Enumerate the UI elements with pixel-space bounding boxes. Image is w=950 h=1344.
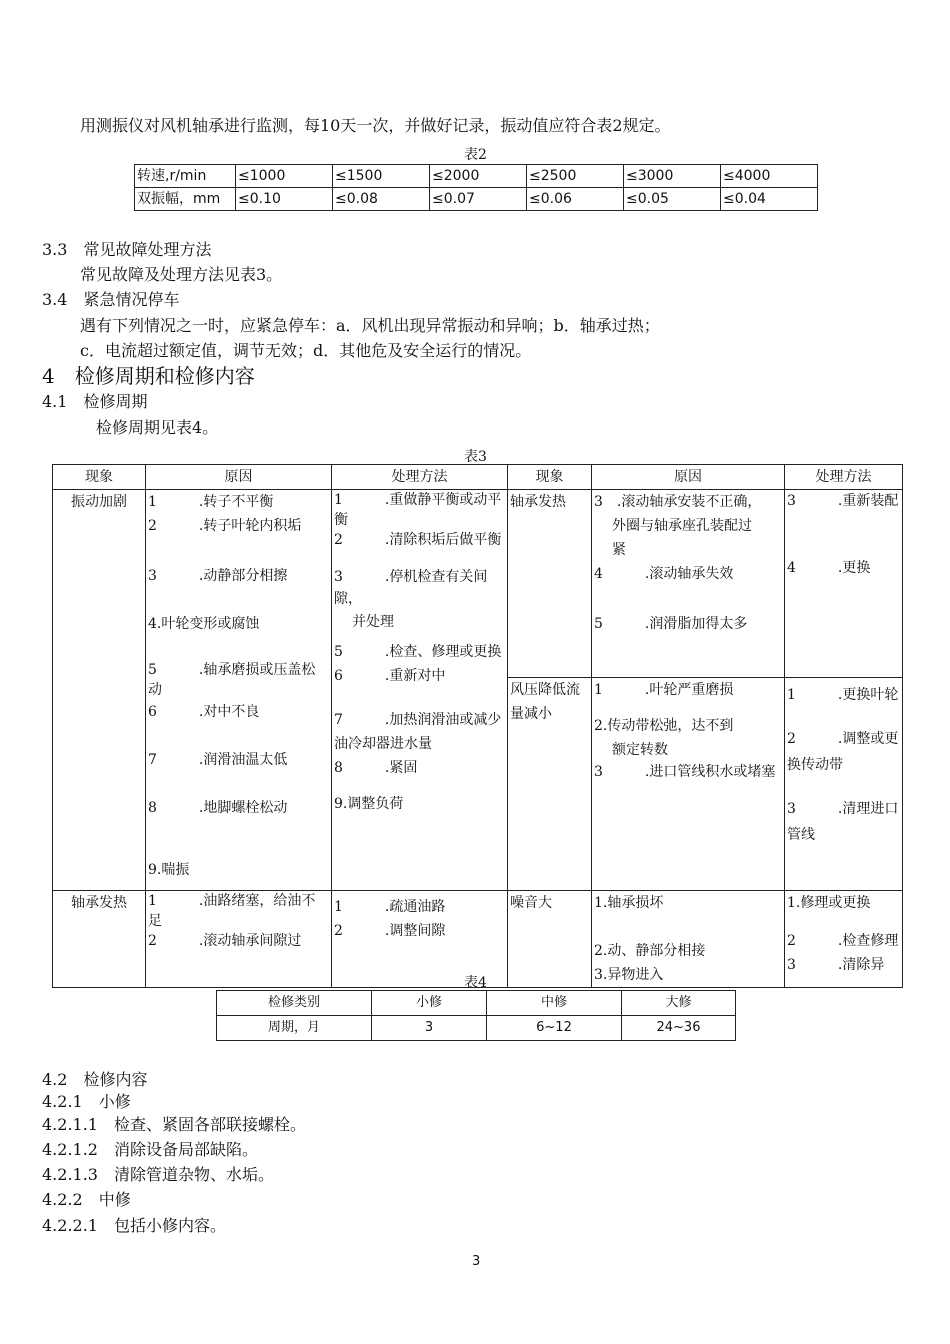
table-cell: ≤3000 <box>624 165 721 188</box>
cause-item: 3 .滚动轴承安装不正确， <box>594 494 762 510</box>
phenomenon-cell: 振动加剧 <box>53 490 146 891</box>
table-row <box>135 188 818 211</box>
table-cell: ≤0.06 <box>527 188 624 211</box>
fix-item: 4 .更换 <box>787 560 871 576</box>
fix-cell <box>785 490 903 678</box>
list-item: 4.2.1.2 消除设备局部缺陷。 <box>42 1140 258 1159</box>
table2-caption: 表2 <box>464 147 487 163</box>
cause-item: 外圈与轴承座孔装配过 <box>612 518 752 534</box>
column-header: 现象 <box>508 465 592 490</box>
cause-item: 1 .叶轮严重磨损 <box>594 681 734 698</box>
cause-item: 6 .对中不良 <box>148 704 260 720</box>
cause-item: 3 .动静部分相擦 <box>148 568 288 584</box>
cause-item: 3.异物进入 <box>594 967 664 983</box>
table4-caption: 表4 <box>464 975 487 991</box>
cause-item: 5 .轴承磨损或压盖松动 <box>148 662 316 698</box>
fix-item: 8 .紧固 <box>334 760 418 776</box>
section-heading: 4.2 检修内容 <box>42 1070 148 1089</box>
table-cell: 6~12 <box>487 1016 622 1041</box>
phenomenon-cell: 噪音大 <box>508 891 592 988</box>
section-heading: 3.4 紧急情况停车 <box>42 290 180 309</box>
cause-item: 1 .转子不平衡 <box>148 494 274 510</box>
cause-item: 紧 <box>612 542 626 558</box>
fix-item: 3 .清除异 <box>787 957 885 973</box>
cause-cell <box>592 677 785 890</box>
section-heading: 3.3 常见故障处理方法 <box>42 240 212 259</box>
table-row <box>53 490 903 678</box>
table-cell: ≤0.05 <box>624 188 721 211</box>
fix-cell <box>785 677 903 890</box>
table-cell: ≤0.07 <box>430 188 527 211</box>
phenomenon-cell: 轴承发热 <box>508 490 592 678</box>
paragraph: 常见故障及处理方法见表3。 <box>80 265 283 284</box>
table-cell: ≤4000 <box>721 165 818 188</box>
table-cell: ≤0.08 <box>333 188 430 211</box>
fix-item: 2 .清除积垢后做平衡 <box>334 532 502 548</box>
phenomenon-cell: 轴承发热 <box>53 891 146 988</box>
maintenance-period-table <box>216 990 736 1041</box>
cause-item: 2 .转子叶轮内积垢 <box>148 518 302 534</box>
cause-item: 9.喘振 <box>148 862 190 878</box>
cause-item: 3 .进口管线积水或堵塞 <box>594 763 776 780</box>
column-header: 处理方法 <box>785 465 903 490</box>
list-item: 4.2.2.1 包括小修内容。 <box>42 1216 226 1235</box>
cause-item: 2.动、静部分相接 <box>594 943 706 959</box>
cause-item: 7 .润滑油温太低 <box>148 752 288 768</box>
table-cell: ≤2000 <box>430 165 527 188</box>
table-cell: 24~36 <box>622 1016 736 1041</box>
chapter-heading: 4 检修周期和检修内容 <box>42 364 255 388</box>
column-header: 现象 <box>53 465 146 490</box>
column-header: 小修 <box>372 991 487 1016</box>
table-header-row <box>217 991 736 1016</box>
fix-item: 9.调整负荷 <box>334 796 404 812</box>
intro-paragraph: 用测振仪对风机轴承进行监测，每10天一次，并做好记录，振动值应符合表2规定。 <box>80 116 671 135</box>
paragraph: 遇有下列情况之一时，应紧急停车：a．风机出现异常振动和异响；b．轴承过热； <box>80 316 660 335</box>
table-cell: 周期，月 <box>217 1016 372 1041</box>
column-header: 原因 <box>592 465 785 490</box>
fix-item: 3 .重新装配 <box>787 493 899 509</box>
fix-item: 3 .停机检查有关间隙， <box>334 569 488 607</box>
cause-item: 8 .地脚螺栓松动 <box>148 800 288 816</box>
table-cell: ≤1000 <box>236 165 333 188</box>
table-row <box>135 165 818 188</box>
cause-item: 2 .滚动轴承间隙过 <box>148 933 302 949</box>
column-header: 大修 <box>622 991 736 1016</box>
cause-cell <box>592 490 785 678</box>
table-cell: ≤2500 <box>527 165 624 188</box>
phenomenon-cell: 风压降低流量减小 <box>508 677 592 890</box>
table-cell: ≤0.10 <box>236 188 333 211</box>
table-cell: ≤0.04 <box>721 188 818 211</box>
cause-item: 4.叶轮变形或腐蚀 <box>148 616 260 632</box>
fix-item: 2 .检查修理 <box>787 933 899 949</box>
fix-item: 2 .调整间隙 <box>334 923 446 939</box>
table3-caption: 表3 <box>464 449 487 465</box>
cause-item: 2.传动带松弛，达不到 <box>594 717 734 734</box>
cause-cell <box>146 891 332 988</box>
cause-item: 1.轴承损坏 <box>594 895 664 911</box>
fix-item: 7 .加热润滑油或减少油冷却器进水量 <box>334 712 502 752</box>
vibration-table <box>134 164 818 211</box>
list-item: 4.2.1.3 清除管道杂物、水垢。 <box>42 1165 274 1184</box>
paragraph: 检修周期见表4。 <box>96 418 219 437</box>
page-number: 3 <box>472 1254 481 1269</box>
cause-item: 额定转数 <box>612 741 668 758</box>
fix-item: 1.修理或更换 <box>787 895 871 911</box>
section-heading: 4.1 检修周期 <box>42 392 148 411</box>
list-item: 4.2.1.1 检查、紧固各部联接螺栓。 <box>42 1115 306 1134</box>
fix-cell <box>332 490 508 891</box>
subsection-heading: 4.2.1 小修 <box>42 1092 131 1111</box>
subsection-heading: 4.2.2 中修 <box>42 1190 131 1209</box>
column-header: 原因 <box>146 465 332 490</box>
table-row <box>217 1016 736 1041</box>
cause-cell <box>146 490 332 891</box>
fix-item: 1 .重做静平衡或动平衡 <box>334 492 502 528</box>
fix-item: 1 .更换叶轮 <box>787 686 899 703</box>
table-cell: ≤1500 <box>333 165 430 188</box>
fix-item: 5 .检查、修理或更换 <box>334 644 502 660</box>
table-cell: 3 <box>372 1016 487 1041</box>
table-header-row <box>53 465 903 490</box>
paragraph: c．电流超过额定值，调节无效；d．其他危及安全运行的情况。 <box>80 341 532 360</box>
fault-table <box>52 464 903 988</box>
fix-item: 1 .疏通油路 <box>334 899 446 915</box>
cause-item: 4 .滚动轴承失效 <box>594 566 734 582</box>
table-cell: 转速,r/min <box>135 165 236 188</box>
table-cell: 双振幅，mm <box>135 188 236 211</box>
cause-cell <box>592 891 785 988</box>
fix-item: 并处理 <box>352 614 394 630</box>
fix-cell <box>785 891 903 988</box>
column-header: 处理方法 <box>332 465 508 490</box>
column-header: 中修 <box>487 991 622 1016</box>
column-header: 检修类别 <box>217 991 372 1016</box>
cause-item: 1 .油路绪塞，给油不足 <box>148 893 316 929</box>
fix-item: 6 .重新对中 <box>334 668 446 684</box>
fix-item: 2 .调整或更换传动带 <box>787 730 899 773</box>
fix-item: 3 .清理进口管线 <box>787 800 899 843</box>
cause-item: 5 .润滑脂加得太多 <box>594 616 748 632</box>
